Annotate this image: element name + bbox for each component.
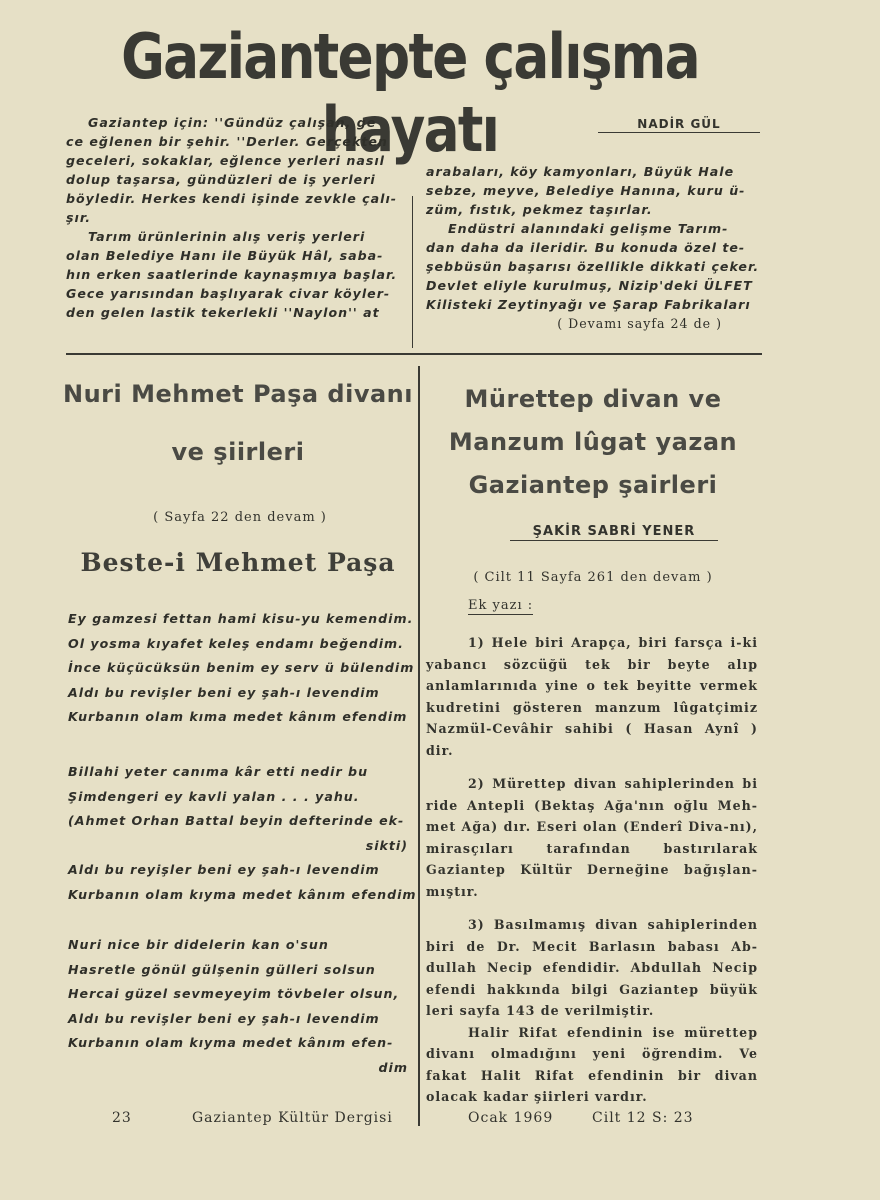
intro-line: Tarım ürünlerinin alış veriş yerleri (88, 229, 366, 244)
intro-line: Gece yarısından başlıyarak civar köyler- (66, 286, 391, 301)
poem-stanza-2 (68, 760, 417, 907)
poem-line: Hercai güzel sevmeyeyim tövbeler olsun, (68, 986, 400, 1001)
intro-line: Gaziantep için: ''Gündüz çalışan, ge (88, 115, 377, 130)
headline: Gaziantepte çalışma hayatı (121, 20, 699, 166)
poem-line: dim (378, 1059, 408, 1075)
poem-line: Aldı bu revişler beni ey şah-ı levendim (68, 684, 380, 700)
poem-line: Hasretle gönül gülşenin gülleri solsun (68, 961, 376, 977)
column-divider (418, 366, 420, 1126)
poem-line: Kurbanın olam kıma medet kânım efendim (68, 709, 408, 724)
poem-line: Ey gamzesi fettan hami kisu-yu kemendim. (68, 611, 414, 626)
continued-note: ( Devamı sayfa 24 de ) (557, 316, 722, 331)
author-byline: NADİR GÜL (598, 117, 760, 133)
intro-right-column (426, 162, 766, 333)
intro-line: sebze, meyve, Belediye Hanına, kuru ü- (426, 183, 746, 198)
intro-line: züm, fıstık, pekmez taşırlar. (426, 202, 653, 217)
left-continuation-ref: ( Sayfa 22 den devam ) (153, 510, 327, 525)
intro-line: hın erken saatlerinde kaynaşmıya başlar. (66, 267, 398, 282)
right-continuation-ref: ( Cilt 11 Sayfa 261 den devam ) (473, 570, 713, 585)
section-divider (66, 353, 762, 355)
right-article-title: Mürettep divan ve Manzum lûgat yazan Gaziantep şairleri (448, 385, 738, 499)
poem-line: Aldı bu revişler beni ey şah-ı levendim (68, 1010, 380, 1026)
volume-issue: Cilt 12 S: 23 (592, 1110, 694, 1126)
article-paragraph: 2) Mürettep divan sahiplerinden bi ride Antepli (Bektaş Ağa'nın oğlu Meh-met Ağa) dır. Eseri olan (Enderî Diva-nı), mirasçıları tarafından bastırılarak Gaziantep Kültür Derneğine bağışlan-mıştır. (426, 776, 758, 899)
poem-line: Aldı bu reyişler beni ey şah-ı levendim (68, 862, 380, 877)
intro-left-column (66, 113, 406, 322)
poem-stanza-3 (68, 933, 408, 1080)
intro-line: olan Belediye Hanı ile Büyük Hâl, saba- (66, 248, 384, 263)
intro-line: arabaları, köy kamyonları, Büyük Hale (426, 164, 735, 179)
intro-column-divider (412, 196, 413, 348)
poem-line: Ol yosma kıyafet keleş endamı beğendim. (68, 635, 404, 651)
issue-date: Ocak 1969 (468, 1110, 554, 1126)
appendix-heading: Ek yazı : (468, 598, 534, 613)
left-article-title: Nuri Mehmet Paşa divanı (63, 380, 413, 408)
poem-line: Kurbanın olam kıyma medet kânım efen- (68, 1035, 394, 1050)
poem-line: Nuri nice bir didelerin kan o'sun (68, 937, 329, 952)
intro-line: dolup taşarsa, gündüzleri de iş yerleri (66, 172, 376, 187)
intro-line: şır. (66, 210, 92, 225)
right-article-body (426, 632, 758, 1108)
article-paragraph: 1) Hele biri Arapça, biri farsça i-ki yabancı sözcüğü tek bir beyte alıp anlamlarınıda yine o tek beyitte vermek kudretini gösteren manzum lûgatçimiz Nazmül-Cevâhir sahibi ( Hasan Aynî ) dir. (426, 635, 758, 758)
poem-line: (Ahmet Orhan Battal beyin defterinde ek- (68, 813, 405, 828)
intro-line: dan daha da ileridir. Bu konuda özel te- (426, 240, 746, 255)
page-number: 23 (112, 1110, 132, 1126)
poem-line: sikti) (365, 837, 408, 853)
article-paragraph: Halir Rifat efendinin ise mürettep divanı olmadığını yeni öğrendim. Ve fakat Halit Rifat efendinin bir divan olacak kadar şiirleri vardır. (426, 1024, 758, 1104)
right-author-byline: ŞAKİR SABRİ YENER (510, 524, 718, 541)
poem-line: Şimdengeri ey kavli yalan . . . yahu. (68, 788, 360, 804)
poem-subtitle: Beste-i Mehmet Paşa (80, 548, 396, 577)
intro-line: böyledir. Herkes kendi işinde zevkle çalı- (66, 191, 397, 206)
poem-line: İnce küçücüksün benim ey serv ü bülendim (68, 660, 415, 675)
intro-line: den gelen lastik tekerlekli ''Naylon'' at (66, 305, 380, 320)
intro-line: ce eğlenen bir şehir. ''Derler. Gerçekten (66, 134, 388, 149)
article-paragraph: 3) Basılmamış divan sahiplerinden biri de Dr. Mecit Barlasın babası Ab-dullah Necip efendidir. Abdullah Necip efendi hakkında bilgi Gaziantep büyük leri sayfa 143 de verilmiştir. (426, 917, 758, 1018)
poem-stanza-1 (68, 607, 415, 730)
intro-line: Devlet eliyle kurulmuş, Nizip'deki ÜLFET (426, 278, 753, 293)
magazine-name: Gaziantep Kültür Dergisi (192, 1110, 393, 1126)
intro-line: Endüstri alanındaki gelişme Tarım- (448, 221, 729, 236)
poem-line: Kurbanın olam kıyma medet kânım efendim (68, 886, 417, 902)
poem-line: Billahi yeter canıma kâr etti nedir bu (68, 764, 369, 779)
intro-line: Kilisteki Zeytinyağı ve Şarap Fabrikaları (426, 297, 751, 312)
intro-line: geceleri, sokaklar, eğlence yerleri nasıl (66, 153, 385, 168)
left-article-title-line2: ve şiirleri (171, 438, 305, 466)
intro-line: şebbüsün başarısı özellikle dikkati çeker. (426, 259, 760, 274)
